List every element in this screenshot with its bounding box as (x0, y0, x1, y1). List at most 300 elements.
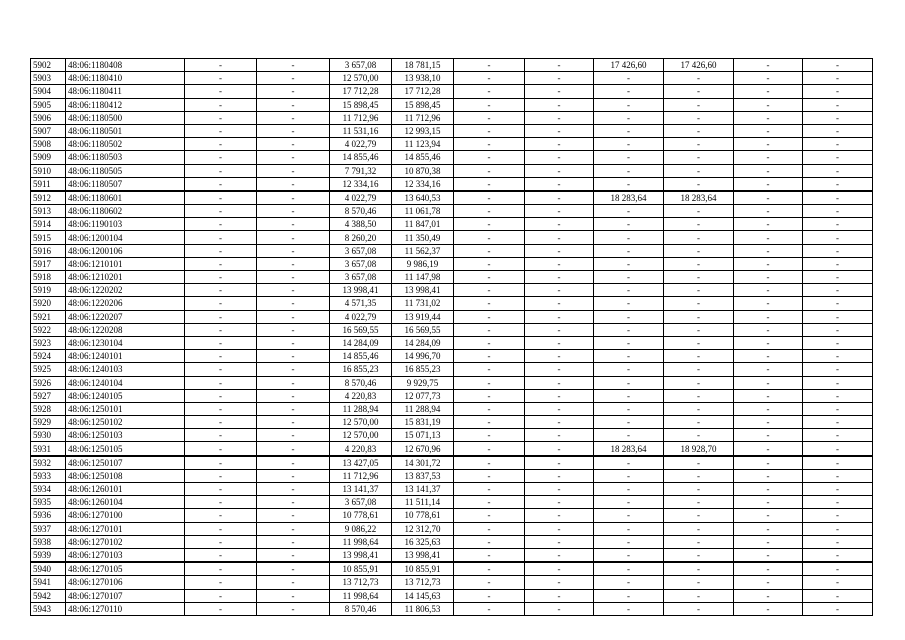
cell-row-number: 5904 (31, 85, 66, 98)
cell-col-8: - (525, 589, 594, 602)
cell-col-7: - (454, 456, 525, 470)
cell-col-9: - (594, 297, 664, 310)
cell-col-8: - (525, 297, 594, 310)
cell-col-8: - (525, 151, 594, 164)
cell-col-8: - (525, 323, 594, 336)
cell-col-8: - (525, 85, 594, 98)
cell-col-11: - (734, 402, 803, 415)
cell-col-7: - (454, 72, 525, 85)
cell-col-3: - (185, 151, 257, 164)
cell-row-number: 5907 (31, 124, 66, 137)
cell-col-9: - (594, 85, 664, 98)
cell-col-11: - (734, 98, 803, 111)
cell-col-10: - (664, 456, 734, 470)
cell-col-10: - (664, 469, 734, 482)
cell-col-5: 13 998,41 (330, 284, 392, 297)
cell-col-8: - (525, 483, 594, 496)
cell-col-5: 12 570,00 (330, 72, 392, 85)
cell-col-7: - (454, 416, 525, 429)
cell-col-12: - (803, 111, 873, 124)
cell-col-9: - (594, 416, 664, 429)
cell-col-5: 10 778,61 (330, 509, 392, 522)
cell-col-5: 13 427,05 (330, 456, 392, 470)
cell-col-9: - (594, 389, 664, 402)
cell-col-4: - (257, 271, 330, 284)
cell-row-number: 5921 (31, 310, 66, 323)
cell-col-10: - (664, 402, 734, 415)
cell-col-7: - (454, 59, 525, 72)
cell-col-6: 14 855,46 (392, 151, 454, 164)
cell-col-10: - (664, 576, 734, 589)
cell-col-10: - (664, 244, 734, 257)
cell-cadastral-number: 48:06:1220202 (66, 284, 185, 297)
cell-col-11: - (734, 336, 803, 349)
cell-col-7: - (454, 244, 525, 257)
table-row (31, 602, 873, 615)
cell-col-7: - (454, 271, 525, 284)
cell-cadastral-number: 48:06:1250108 (66, 469, 185, 482)
cell-col-11: - (734, 218, 803, 231)
cell-row-number: 5931 (31, 442, 66, 456)
cell-col-12: - (803, 402, 873, 415)
cell-col-6: 16 855,23 (392, 363, 454, 376)
cell-col-4: - (257, 218, 330, 231)
cell-col-8: - (525, 231, 594, 244)
cell-row-number: 5938 (31, 535, 66, 548)
cell-col-4: - (257, 548, 330, 562)
cell-col-5: 11 712,96 (330, 469, 392, 482)
cell-col-11: - (734, 205, 803, 218)
cell-col-8: - (525, 363, 594, 376)
cell-col-9: - (594, 376, 664, 389)
cell-row-number: 5916 (31, 244, 66, 257)
table-row (31, 231, 873, 244)
cell-col-11: - (734, 376, 803, 389)
cell-col-11: - (734, 350, 803, 363)
cell-col-7: - (454, 376, 525, 389)
cell-col-3: - (185, 297, 257, 310)
cell-cadastral-number: 48:06:1270100 (66, 509, 185, 522)
cell-cadastral-number: 48:06:1230104 (66, 336, 185, 349)
cell-col-5: 16 855,23 (330, 363, 392, 376)
cell-col-3: - (185, 350, 257, 363)
cell-col-7: - (454, 336, 525, 349)
cell-col-4: - (257, 72, 330, 85)
table-row (31, 389, 873, 402)
cell-cadastral-number: 48:06:1250107 (66, 456, 185, 470)
cell-row-number: 5925 (31, 363, 66, 376)
cell-col-6: 18 781,15 (392, 59, 454, 72)
cell-col-8: - (525, 271, 594, 284)
cell-col-5: 8 260,20 (330, 231, 392, 244)
cell-col-7: - (454, 483, 525, 496)
cell-col-8: - (525, 469, 594, 482)
cell-row-number: 5943 (31, 602, 66, 615)
cell-col-10: - (664, 151, 734, 164)
cell-cadastral-number: 48:06:1180601 (66, 191, 185, 205)
table-row (31, 59, 873, 72)
cell-col-12: - (803, 416, 873, 429)
cell-col-8: - (525, 496, 594, 509)
cell-col-9: - (594, 522, 664, 535)
cell-col-4: - (257, 429, 330, 442)
cell-col-5: 10 855,91 (330, 562, 392, 576)
cell-col-10: - (664, 363, 734, 376)
cell-col-7: - (454, 402, 525, 415)
cell-cadastral-number: 48:06:1220207 (66, 310, 185, 323)
cell-col-8: - (525, 456, 594, 470)
cell-col-12: - (803, 389, 873, 402)
cell-row-number: 5926 (31, 376, 66, 389)
cell-col-10: - (664, 218, 734, 231)
cell-col-9: - (594, 363, 664, 376)
cell-col-5: 12 334,16 (330, 177, 392, 191)
cell-col-4: - (257, 469, 330, 482)
cell-col-7: - (454, 442, 525, 456)
cell-col-3: - (185, 164, 257, 177)
cell-col-5: 8 570,46 (330, 376, 392, 389)
cell-col-3: - (185, 310, 257, 323)
cell-col-5: 4 571,35 (330, 297, 392, 310)
cell-col-7: - (454, 509, 525, 522)
cell-row-number: 5920 (31, 297, 66, 310)
cell-col-6: 13 998,41 (392, 284, 454, 297)
cell-row-number: 5913 (31, 205, 66, 218)
cell-col-5: 8 570,46 (330, 602, 392, 615)
table-row (31, 297, 873, 310)
cell-cadastral-number: 48:06:1270105 (66, 562, 185, 576)
cell-cadastral-number: 48:06:1180411 (66, 85, 185, 98)
cell-col-10: - (664, 231, 734, 244)
cell-col-11: - (734, 416, 803, 429)
cell-cadastral-number: 48:06:1220206 (66, 297, 185, 310)
table-row (31, 191, 873, 205)
cell-col-8: - (525, 310, 594, 323)
cell-col-9: - (594, 138, 664, 151)
cell-cadastral-number: 48:06:1270110 (66, 602, 185, 615)
cell-col-7: - (454, 257, 525, 270)
cell-col-7: - (454, 469, 525, 482)
cell-col-11: - (734, 138, 803, 151)
cell-col-6: 13 712,73 (392, 576, 454, 589)
cell-col-4: - (257, 205, 330, 218)
cell-col-6: 14 996,70 (392, 350, 454, 363)
cell-col-12: - (803, 429, 873, 442)
cell-col-6: 12 312,70 (392, 522, 454, 535)
cell-col-3: - (185, 85, 257, 98)
cell-col-12: - (803, 138, 873, 151)
cell-col-3: - (185, 59, 257, 72)
cell-col-7: - (454, 548, 525, 562)
table-row (31, 469, 873, 482)
cell-col-9: - (594, 509, 664, 522)
cell-col-11: - (734, 469, 803, 482)
cell-col-10: - (664, 496, 734, 509)
cell-col-12: - (803, 442, 873, 456)
cell-col-3: - (185, 323, 257, 336)
cell-col-6: 11 288,94 (392, 402, 454, 415)
cell-col-11: - (734, 576, 803, 589)
cell-col-4: - (257, 483, 330, 496)
cell-col-8: - (525, 138, 594, 151)
cell-col-4: - (257, 389, 330, 402)
cell-col-12: - (803, 363, 873, 376)
cell-cadastral-number: 48:06:1180602 (66, 205, 185, 218)
cell-col-8: - (525, 284, 594, 297)
cell-cadastral-number: 48:06:1260104 (66, 496, 185, 509)
cell-col-4: - (257, 151, 330, 164)
cell-col-7: - (454, 297, 525, 310)
cell-col-6: 12 334,16 (392, 177, 454, 191)
cell-col-11: - (734, 85, 803, 98)
cell-cadastral-number: 48:06:1240104 (66, 376, 185, 389)
cell-row-number: 5908 (31, 138, 66, 151)
cell-col-10: - (664, 205, 734, 218)
cell-col-8: - (525, 124, 594, 137)
cell-col-3: - (185, 589, 257, 602)
cell-col-6: 12 077,73 (392, 389, 454, 402)
cell-col-4: - (257, 138, 330, 151)
cell-col-8: - (525, 429, 594, 442)
cell-col-7: - (454, 191, 525, 205)
table-row (31, 323, 873, 336)
cell-col-12: - (803, 164, 873, 177)
cell-col-8: - (525, 350, 594, 363)
cell-col-7: - (454, 231, 525, 244)
table-row (31, 576, 873, 589)
cell-col-7: - (454, 205, 525, 218)
cell-row-number: 5940 (31, 562, 66, 576)
cell-col-7: - (454, 562, 525, 576)
cell-col-10: - (664, 483, 734, 496)
cell-col-3: - (185, 111, 257, 124)
cell-col-9: - (594, 151, 664, 164)
cell-col-11: - (734, 177, 803, 191)
cell-col-12: - (803, 191, 873, 205)
cell-col-9: - (594, 402, 664, 415)
cell-col-7: - (454, 124, 525, 137)
cell-cadastral-number: 48:06:1270106 (66, 576, 185, 589)
cell-col-3: - (185, 548, 257, 562)
table-row (31, 164, 873, 177)
cell-cadastral-number: 48:06:1210101 (66, 257, 185, 270)
cell-col-4: - (257, 456, 330, 470)
cell-col-6: 11 562,37 (392, 244, 454, 257)
cell-row-number: 5922 (31, 323, 66, 336)
cell-col-8: - (525, 257, 594, 270)
cell-col-7: - (454, 177, 525, 191)
table-row (31, 562, 873, 576)
cell-col-8: - (525, 522, 594, 535)
cell-col-12: - (803, 535, 873, 548)
cell-col-4: - (257, 496, 330, 509)
cell-cadastral-number: 48:06:1240101 (66, 350, 185, 363)
cell-col-10: - (664, 271, 734, 284)
cell-col-3: - (185, 416, 257, 429)
cadastral-value-table (30, 58, 873, 616)
cell-col-5: 3 657,08 (330, 496, 392, 509)
cell-cadastral-number: 48:06:1200104 (66, 231, 185, 244)
cell-col-4: - (257, 562, 330, 576)
cell-col-5: 14 284,09 (330, 336, 392, 349)
table-row (31, 483, 873, 496)
cell-col-6: 13 141,37 (392, 483, 454, 496)
cell-row-number: 5937 (31, 522, 66, 535)
cell-col-3: - (185, 336, 257, 349)
cell-col-6: 16 325,63 (392, 535, 454, 548)
cell-cadastral-number: 48:06:1180501 (66, 124, 185, 137)
table-row (31, 589, 873, 602)
cell-col-12: - (803, 218, 873, 231)
cell-col-10: - (664, 323, 734, 336)
cell-col-6: 16 569,55 (392, 323, 454, 336)
cell-col-10: 18 928,70 (664, 442, 734, 456)
cell-col-11: - (734, 509, 803, 522)
cell-col-6: 11 511,14 (392, 496, 454, 509)
cell-col-9: - (594, 164, 664, 177)
table-row (31, 350, 873, 363)
cell-col-12: - (803, 562, 873, 576)
cell-col-3: - (185, 363, 257, 376)
cell-col-8: - (525, 602, 594, 615)
cell-col-3: - (185, 483, 257, 496)
table-row (31, 271, 873, 284)
cell-row-number: 5942 (31, 589, 66, 602)
cell-row-number: 5914 (31, 218, 66, 231)
cell-col-3: - (185, 456, 257, 470)
cell-col-5: 7 791,32 (330, 164, 392, 177)
cell-col-12: - (803, 284, 873, 297)
cell-col-9: 18 283,64 (594, 442, 664, 456)
cell-row-number: 5929 (31, 416, 66, 429)
cell-col-8: - (525, 177, 594, 191)
cell-col-12: - (803, 376, 873, 389)
cell-col-10: - (664, 85, 734, 98)
cell-col-4: - (257, 231, 330, 244)
cell-col-12: - (803, 59, 873, 72)
cell-col-3: - (185, 562, 257, 576)
cell-col-4: - (257, 191, 330, 205)
cell-col-12: - (803, 124, 873, 137)
cell-col-7: - (454, 284, 525, 297)
cell-row-number: 5934 (31, 483, 66, 496)
cell-row-number: 5919 (31, 284, 66, 297)
table-row (31, 205, 873, 218)
cell-col-9: - (594, 98, 664, 111)
cell-cadastral-number: 48:06:1250101 (66, 402, 185, 415)
table-row (31, 310, 873, 323)
cell-col-5: 11 288,94 (330, 402, 392, 415)
cell-row-number: 5912 (31, 191, 66, 205)
cell-col-10: - (664, 376, 734, 389)
cell-col-12: - (803, 323, 873, 336)
cell-col-12: - (803, 85, 873, 98)
cell-col-5: 17 712,28 (330, 85, 392, 98)
cell-col-11: - (734, 389, 803, 402)
table-row (31, 336, 873, 349)
cell-row-number: 5915 (31, 231, 66, 244)
cell-col-7: - (454, 164, 525, 177)
cell-row-number: 5918 (31, 271, 66, 284)
cell-col-7: - (454, 323, 525, 336)
cell-col-8: - (525, 548, 594, 562)
cell-cadastral-number: 48:06:1250105 (66, 442, 185, 456)
cell-col-11: - (734, 363, 803, 376)
cell-col-5: 11 998,64 (330, 535, 392, 548)
cell-col-11: - (734, 244, 803, 257)
cell-col-11: - (734, 548, 803, 562)
cell-col-10: - (664, 284, 734, 297)
cell-col-4: - (257, 164, 330, 177)
cell-col-6: 10 870,38 (392, 164, 454, 177)
cell-col-11: - (734, 297, 803, 310)
cell-col-6: 15 898,45 (392, 98, 454, 111)
cell-col-6: 12 993,15 (392, 124, 454, 137)
cell-col-6: 9 929,75 (392, 376, 454, 389)
cell-col-4: - (257, 98, 330, 111)
cell-cadastral-number: 48:06:1270101 (66, 522, 185, 535)
cell-col-6: 10 778,61 (392, 509, 454, 522)
cell-col-9: - (594, 350, 664, 363)
cell-col-6: 14 301,72 (392, 456, 454, 470)
cell-col-3: - (185, 177, 257, 191)
cell-col-5: 14 855,46 (330, 151, 392, 164)
cell-col-10: - (664, 297, 734, 310)
cell-col-8: - (525, 164, 594, 177)
cell-col-4: - (257, 602, 330, 615)
cell-col-9: - (594, 602, 664, 615)
cell-col-5: 3 657,08 (330, 59, 392, 72)
cell-col-4: - (257, 416, 330, 429)
cell-row-number: 5939 (31, 548, 66, 562)
cell-col-8: - (525, 442, 594, 456)
cell-col-5: 15 898,45 (330, 98, 392, 111)
cell-col-8: - (525, 111, 594, 124)
cell-col-3: - (185, 576, 257, 589)
cell-col-4: - (257, 522, 330, 535)
cell-col-12: - (803, 271, 873, 284)
cell-col-4: - (257, 244, 330, 257)
cell-col-8: - (525, 59, 594, 72)
cell-col-11: - (734, 429, 803, 442)
cell-cadastral-number: 48:06:1180408 (66, 59, 185, 72)
cell-col-11: - (734, 124, 803, 137)
cell-col-10: - (664, 535, 734, 548)
cell-col-9: - (594, 535, 664, 548)
cell-col-5: 4 220,83 (330, 389, 392, 402)
cell-col-6: 11 061,78 (392, 205, 454, 218)
cell-col-8: - (525, 191, 594, 205)
cell-col-4: - (257, 59, 330, 72)
cell-col-3: - (185, 231, 257, 244)
cell-col-12: - (803, 522, 873, 535)
cell-cadastral-number: 48:06:1180503 (66, 151, 185, 164)
cell-col-10: - (664, 72, 734, 85)
cell-col-12: - (803, 72, 873, 85)
cell-cadastral-number: 48:06:1180500 (66, 111, 185, 124)
cell-col-4: - (257, 589, 330, 602)
cell-col-10: - (664, 350, 734, 363)
cell-col-6: 11 731,02 (392, 297, 454, 310)
cell-col-5: 16 569,55 (330, 323, 392, 336)
table-row (31, 442, 873, 456)
table-row (31, 535, 873, 548)
cell-col-5: 4 022,79 (330, 138, 392, 151)
cell-col-9: - (594, 177, 664, 191)
cell-col-10: 18 283,64 (664, 191, 734, 205)
cell-col-12: - (803, 177, 873, 191)
cell-col-11: - (734, 151, 803, 164)
